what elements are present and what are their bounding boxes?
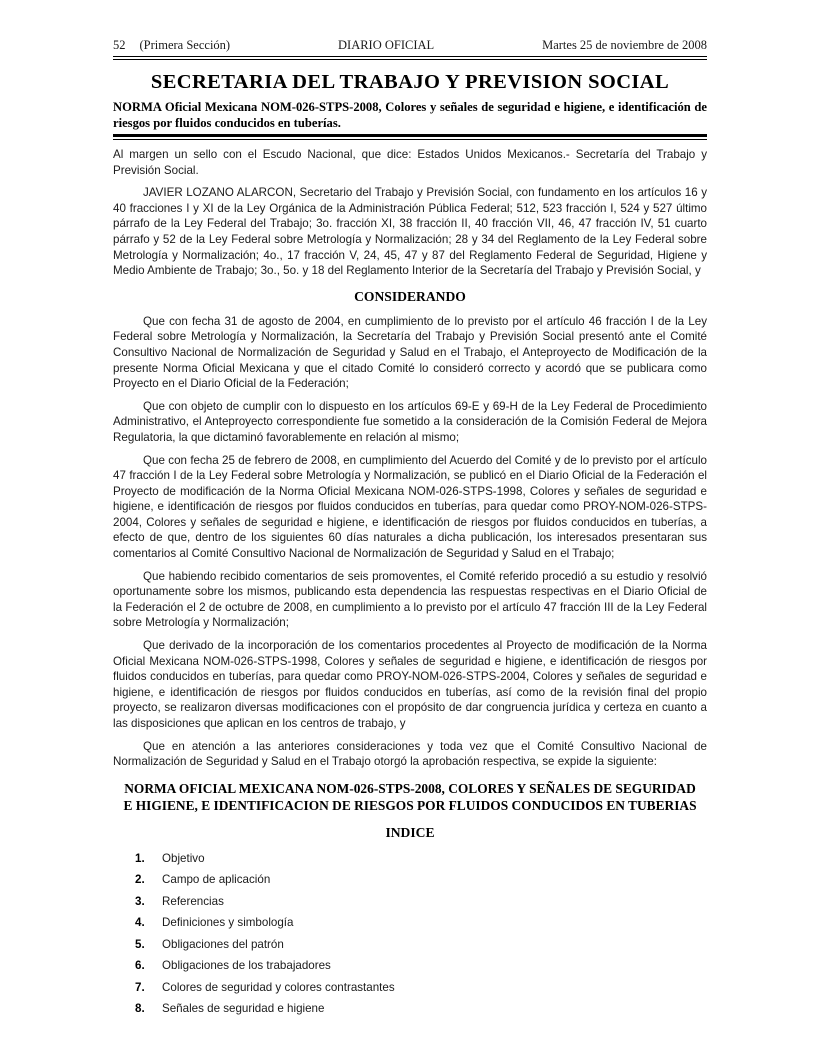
considerando-paragraph-4: Que habiendo recibido comentarios de seis promoventes, el Comité referido procedió a su estudio y resolvió oportunamente sobre los mismos, publicando esta dependencia las respuestas respectivas en el Diario Oficial de la Federación el 2 de octubre de 2008, en cumplimiento a lo previsto por el artículo 47 fracción III de la Ley Federal sobre Metrología y Normalización; — [113, 569, 707, 630]
considerando-paragraph-1: Que con fecha 31 de agosto de 2004, en cumplimiento de lo previsto por el artículo 46 fracción I de la Ley Federal sobre Metrología y Normalización, la Secretaría del Trabajo y Previsión Social presentó ante el Comité Consultivo Nacional de Normalización de Seguridad y Salud en el Trabajo, el Anteproyecto de Modificación de la presente Norma Oficial Mexicana y que el citado Comité lo consideró correcto y acordó que se publicara como Proyecto en el Diario Oficial de la Federación; — [113, 314, 707, 391]
summary-divider — [113, 134, 707, 140]
index-item-number: 5. — [135, 937, 145, 951]
index-item-number: 2. — [135, 873, 145, 887]
header-divider — [113, 56, 707, 60]
index-item-label: Campo de aplicación — [162, 873, 271, 887]
index-item-number: 8. — [135, 1002, 145, 1016]
index-item — [135, 851, 707, 866]
considerando-paragraph-3: Que con fecha 25 de febrero de 2008, en cumplimiento del Acuerdo del Comité y de lo previsto por el artículo 47 fracción I de la Ley Federal sobre Metrología y Normalización, se publicó en el Diario Oficial de la Federación el Proyecto de modificación de la Norma Oficial Mexicana NOM-026-STPS-1998, Colores y señales de seguridad e higiene, e identificación de riesgos por fluidos conducidos en tuberías, para quedar como PROY-NOM-026-STPS-2004, Colores y señales de seguridad e higiene, e identificación de riesgos por fluidos conducidos en tuberías, a efecto de que, dentro de los siguientes 60 días naturales a dicha publicación, los interesados presentaran sus comentarios al Comité Consultivo Nacional de Normalización de Seguridad y Salud en el Trabajo; — [113, 453, 707, 561]
considerando-paragraph-2: Que con objeto de cumplir con lo dispuesto en los artículos 69-E y 69-H de la Ley Federal de Procedimiento Administrativo, el Anteproyecto correspondiente fue sometido a la consideración de la Comisión Federal de Mejora Regulatoria, la que dictaminó favorablemente en relación al mismo; — [113, 399, 707, 444]
journal-name: DIARIO OFICIAL — [338, 38, 435, 52]
index-item — [135, 915, 707, 930]
considerando-heading: CONSIDERANDO — [354, 288, 466, 304]
index-list — [113, 851, 707, 1017]
norma-heading-line1: NORMA OFICIAL MEXICANA NOM-026-STPS-2008, COLORES Y SEÑALES DE SEGURIDAD — [124, 780, 696, 796]
page-header — [113, 38, 707, 53]
index-item — [135, 980, 707, 995]
norma-heading-line2: E HIGIENE, E IDENTIFICACION DE RIESGOS POR FLUIDOS CONDUCIDOS EN TUBERIAS — [123, 798, 697, 814]
issue-date: Martes 25 de noviembre de 2008 — [542, 38, 707, 52]
index-item-number: 4. — [135, 916, 145, 930]
page-title: SECRETARIA DEL TRABAJO Y PREVISION SOCIAL — [150, 71, 670, 93]
index-item — [135, 958, 707, 973]
index-item-label: Referencias — [162, 894, 224, 908]
header-left — [113, 38, 230, 53]
index-item-label: Colores de seguridad y colores contrastantes — [162, 980, 395, 994]
indice-heading: INDICE — [385, 824, 435, 840]
index-item-number: 3. — [135, 894, 145, 908]
index-item — [135, 1001, 707, 1016]
index-item-label: Objetivo — [162, 851, 205, 865]
section-label: (Primera Sección) — [139, 38, 231, 52]
index-item-label: Definiciones y simbología — [162, 916, 294, 930]
index-item — [135, 894, 707, 909]
index-item-label: Obligaciones del patrón — [162, 937, 284, 951]
index-item — [135, 937, 707, 952]
index-item-number: 6. — [135, 959, 145, 973]
norma-summary: NORMA Oficial Mexicana NOM-026-STPS-2008, Colores y señales de seguridad e higiene, e identificación de riesgos por fluidos conducidos en tuberías. — [113, 100, 707, 130]
index-item-label: Obligaciones de los trabajadores — [162, 959, 331, 973]
intro-paragraph: JAVIER LOZANO ALARCON, Secretario del Trabajo y Previsión Social, con fundamento en los artículos 16 y 40 fracciones I y XI de la Ley Orgánica de la Administración Pública Federal; 512, 523 fracción I, 524 y 527 último párrafo de la Ley Federal del Trabajo; 3o. fracción XI, 38 fracción II, 40 fracción VII, 46, 47 fracción IV, 51 cuarto párrafo y 52 de la Ley Federal sobre Metrología y Normalización; 28 y 34 del Reglamento de la Ley Federal sobre Metrología y Normalización; 4o., 17 fracción V, 24, 45, 47 y 87 del Reglamento Federal de Seguridad, Higiene y Medio Ambiente de Trabajo; 3o., 5o. y 18 del Reglamento Interior de la Secretaría del Trabajo y Previsión Social, y — [113, 186, 707, 278]
page-number: 52 — [113, 38, 126, 52]
index-item-number: 7. — [135, 980, 145, 994]
index-item-number: 1. — [135, 851, 145, 865]
index-item — [135, 872, 707, 887]
norma-heading — [113, 780, 707, 815]
index-item-label: Señales de seguridad e higiene — [162, 1002, 325, 1016]
margin-note: Al margen un sello con el Escudo Nacional, que dice: Estados Unidos Mexicanos.- Secretaría del Trabajo y Previsión Social. — [113, 148, 707, 177]
considerando-paragraph-5: Que derivado de la incorporación de los comentarios procedentes al Proyecto de modificación de la Norma Oficial Mexicana NOM-026-STPS-1998, Colores y señales de seguridad e higiene, e identificación de riesgos por fluidos conducidos en tuberías, para quedar como PROY-NOM-026-STPS-2004, Colores y señales de seguridad e higiene, e identificación de riesgos por fluidos conducidos en tuberías, así como de la revisión final del propio proyecto, se realizaron diversas modificaciones con el propósito de dar congruencia jurídica y certeza en cuanto a las disposiciones que aplican en los centros de trabajo, y — [113, 639, 707, 730]
considerando-paragraph-6: Que en atención a las anteriores consideraciones y toda vez que el Comité Consultivo Nacional de Normalización de Seguridad y Salud en el Trabajo otorgó la aprobación respectiva, se expide la siguiente: — [113, 739, 707, 769]
